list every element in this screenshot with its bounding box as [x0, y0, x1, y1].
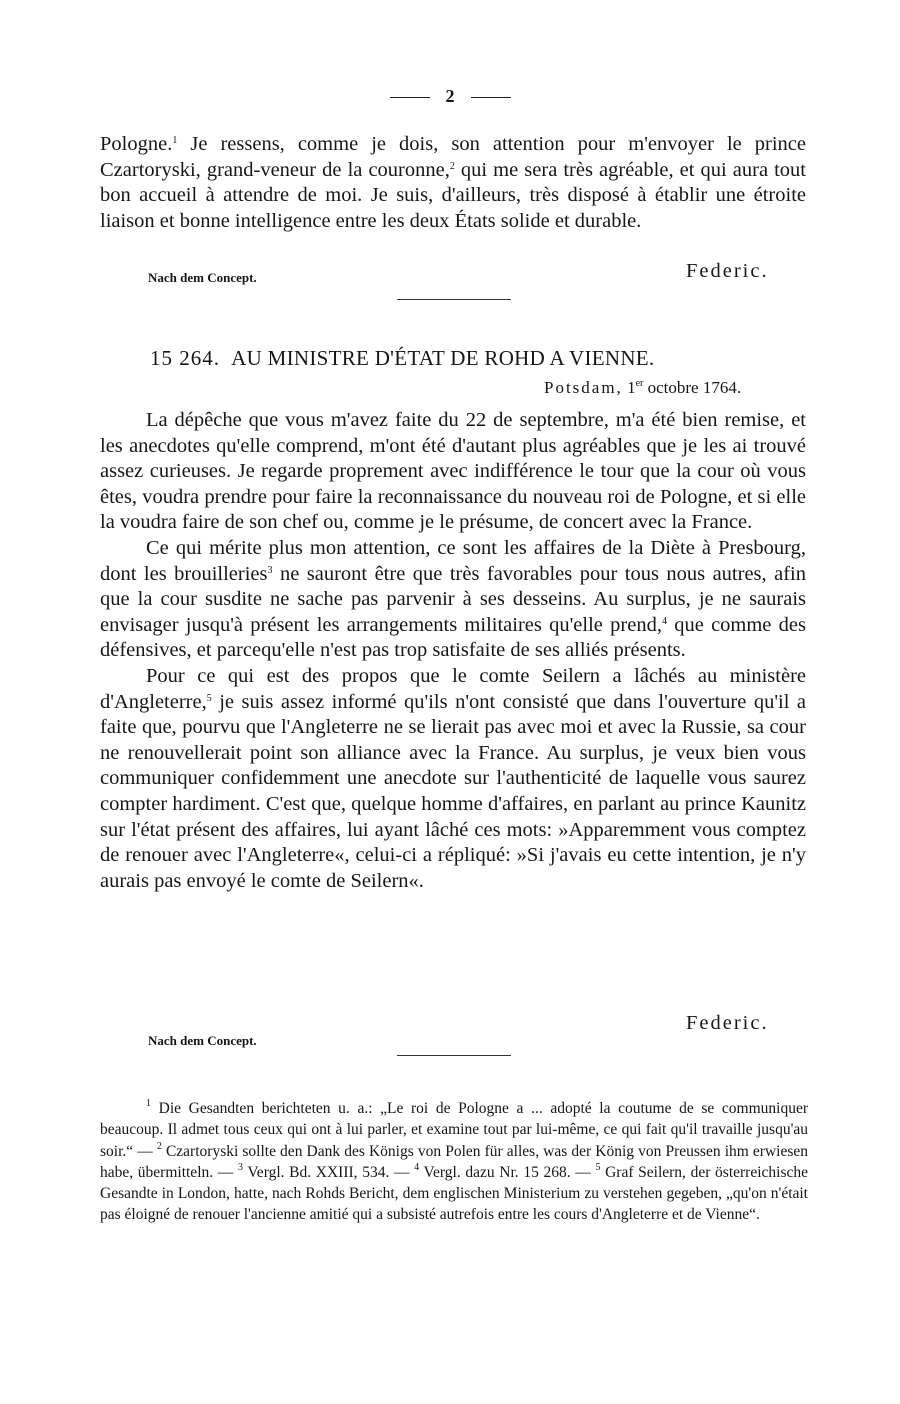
- page-number-left-dash: [390, 97, 430, 98]
- section-divider: [397, 1055, 511, 1056]
- letter-date-day: 1: [627, 378, 636, 397]
- letter-body: [100, 408, 806, 894]
- page-number-right-dash: [471, 97, 511, 98]
- footnote-number: 1: [146, 1098, 151, 1109]
- body-paragraph-1: La dépêche que vous m'avez faite du 22 de septembre, m'a été bien remise, et les anecdotes qu'elle comprend, m'ont été d'autant plus agréables que je les ai trouvé assez curieuses. Je regarde proprement avec indifférence le tour que la cour où vous êtes, voudra prendre pour faire la reconnaissance du nouveau roi de Pologne, et si elle la voudra faire de son chef ou, comme je le présume, de concert avec la France.: [100, 409, 806, 534]
- footnote-text: Vergl. dazu Nr. 15 268. —: [419, 1163, 596, 1181]
- paragraph-text: que comme des défensives, et parcequ'elle n'est pas trop satisfaite de ses alliés présents.: [100, 613, 806, 662]
- paragraph-text: Je ressens, comme je dois, son attention pour m'envoyer le prince Czartoryski, grand-veneur de la couronne,: [100, 133, 806, 181]
- top-paragraph: [100, 132, 806, 234]
- footnote-text: Czartoryski sollte den Dank des Königs von Polen für alles, was der König von Preussen ihm erwiesen habe, übermitteln. —: [100, 1142, 808, 1181]
- section-divider: [397, 299, 511, 300]
- footnote-text: Vergl. Bd. XXIII, 534. —: [242, 1163, 415, 1181]
- footnote-ref: 3: [267, 564, 273, 576]
- paragraph-text: Pour ce qui est des propos que le comte Seilern a lâchés au ministère d'Angleterre,: [100, 664, 806, 713]
- footnote-number: 3: [237, 1161, 243, 1173]
- footnote-ref: 2: [449, 160, 455, 172]
- paragraph-text: Pologne.: [100, 133, 173, 155]
- footnote-number: 2: [156, 1140, 162, 1152]
- letter-dateline: [544, 378, 741, 398]
- letter-place: Potsdam,: [544, 378, 623, 397]
- letter-title: AU MINISTRE D'ÉTAT DE ROHD A VIENNE.: [231, 346, 655, 370]
- body-paragraph-3: [100, 664, 806, 894]
- body-paragraph-2: [100, 536, 806, 664]
- footnote-ref: 1: [172, 135, 178, 146]
- source-note: Nach dem Concept.: [148, 1033, 257, 1048]
- signature: Federic.: [686, 1012, 769, 1034]
- letter-date-sup: er: [635, 378, 644, 389]
- letter-date-rest: octobre 1764.: [643, 378, 742, 397]
- letter-heading: [150, 346, 790, 371]
- footnote-ref: 5: [206, 692, 212, 704]
- footnote-ref: 4: [661, 615, 667, 627]
- paragraph-text: je suis assez informé qu'ils n'ont consisté que dans l'ouverture qu'il a faite que, pourvu que l'Angleterre ne se lierait pas avec moi et avec la Russie, sa cour ne renouvellerait point son alliance avec la France. Au surplus, je veux bien vous communiquer confidemment une anecdote sur l'authenticité de laquelle vous saurez compter hardiment. C'est que, quelque homme d'affaires, en parlant au prince Kaunitz sur l'état présent des affaires, lui ayant lâché ces mots: »Apparemment vous comptez de renouer avec l'Angleterre«, celui-ci a répliqué: »Si j'avais eu cette intention, je n'y aurais pas envoyé le comte de Seilern«.: [100, 690, 806, 892]
- source-note: Nach dem Concept.: [148, 270, 257, 285]
- paragraph-text: qui me sera très agréable, et qui aura tout bon accueil à attendre de moi. Je suis, d'ailleurs, très disposé à établir une étroite liaison et bonne intelligence entre les deux États solide et durable.: [100, 158, 806, 232]
- letter-number: 15 264.: [150, 346, 220, 370]
- footnote-number: 5: [595, 1161, 601, 1173]
- signature: Federic.: [686, 260, 769, 282]
- footnote-text: Die Gesandten berichteten u. a.: „Le roi de Pologne a ... adopté la coutume de se communiquer beaucoup. Il admet tous ceux qui ont à lui parler, et examine tout par lui-même, ce qui fait qu'il travaille jusqu'au soir.“ —: [100, 1100, 808, 1160]
- page-number-value: 2: [445, 86, 455, 106]
- page-number: [0, 86, 900, 107]
- footnote-text: Graf Seilern, der österreichische Gesandte in London, hatte, nach Rohds Bericht, dem englischen Ministerium zu verstehen gegeben, „qu'on n'était pas éloigné de renouer l'ancienne amitié qui a subsisté autrefois entre les cours d'Angleterre et de Vienne“.: [100, 1163, 809, 1224]
- footnote-number: 4: [414, 1161, 420, 1173]
- paragraph-text: ne sauront être que très favorables pour tous nous autres, afin que la cour susdite ne sache pas parvenir à ses desseins. Au surplus, je ne saurais envisager jusqu'à présent les arrangements militaires qu'elle prend,: [100, 562, 806, 636]
- footnotes: [100, 1098, 808, 1226]
- paragraph-text: Ce qui mérite plus mon attention, ce sont les affaires de la Diète à Presbourg, dont les brouilleries: [100, 536, 806, 585]
